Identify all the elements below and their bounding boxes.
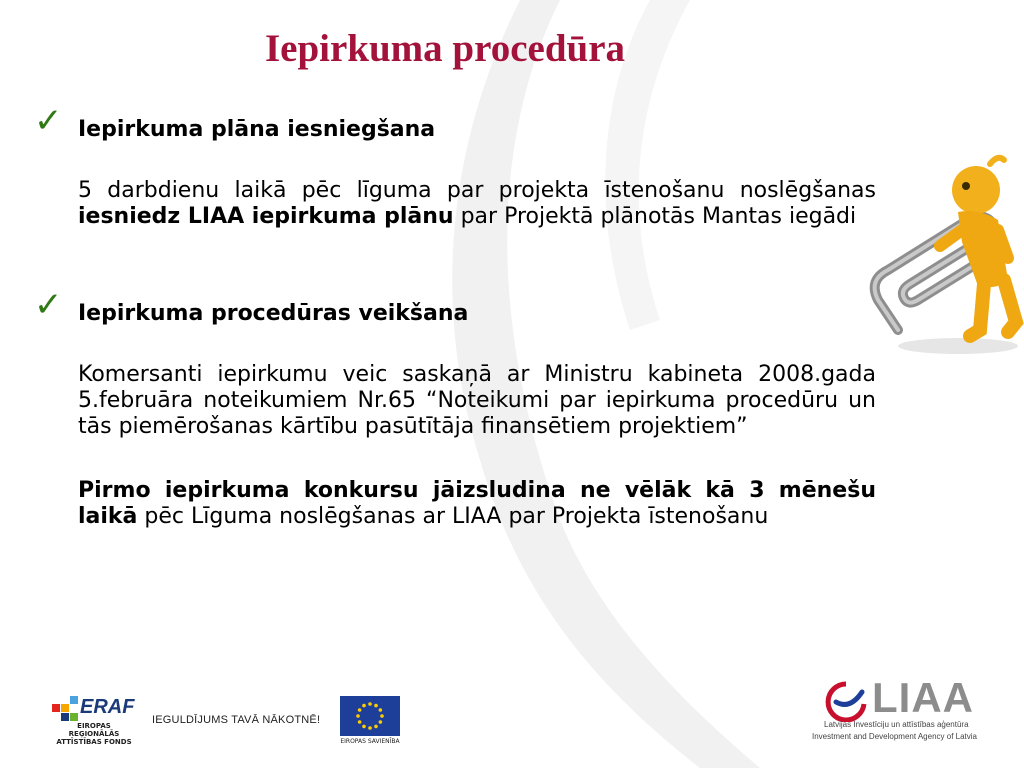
section-paragraph: Komersanti iepirkumu veic saskaņā ar Ministru kabineta 2008.gada 5.februāra noteikumiem Nr.65 “Noteikumi par iepirkuma procedūru un tās piemērošanas kārtību pasūtītāja finansētiem projektiem” <box>78 362 876 439</box>
eu-star <box>356 714 360 718</box>
footer <box>0 668 1024 768</box>
eu-flag-icon <box>340 696 400 736</box>
section-heading: Iepirkuma plāna iesniegšana <box>78 117 436 142</box>
section-plan-submission <box>34 101 876 230</box>
eraf-subtitle: EIROPAS REĢIONĀLĀS ATTĪSTĪBAS FONDS <box>56 722 132 746</box>
section-procedure <box>34 285 876 530</box>
page-title: Iepirkuma procedūra <box>264 27 626 70</box>
liaa-logo-icon <box>822 678 870 722</box>
eu-star <box>374 725 378 729</box>
eu-star <box>374 704 378 708</box>
eu-star <box>358 720 362 724</box>
eu-label: EIROPAS SAVIENĪBA <box>340 738 400 745</box>
slogan: IEGULDĪJUMS TAVĀ NĀKOTNĒ! <box>152 714 321 726</box>
eu-star <box>358 708 362 712</box>
section-paragraph-deadline: Pirmo iepirkuma konkursu jāizsludina ne vēlāk kā 3 mēnešu laikā pēc Līguma noslēgšanas ar LIAA par Projekta īstenošanu <box>78 478 876 529</box>
eu-star <box>380 714 384 718</box>
section-paragraph: 5 darbdienu laikā pēc līguma par projekta īstenošanu noslēgšanas iesniedz LIAA iepirkuma plānu par Projektā plānotās Mantas iegādi <box>78 178 876 229</box>
eu-star <box>362 704 366 708</box>
eu-star <box>368 702 372 706</box>
eu-star <box>362 725 366 729</box>
eu-star <box>379 708 383 712</box>
eraf-logo-icon <box>52 696 80 722</box>
check-icon: ✓ <box>34 285 63 325</box>
check-icon: ✓ <box>34 101 63 141</box>
eraf-wordmark: ERAF <box>80 696 135 718</box>
eu-star <box>379 720 383 724</box>
liaa-wordmark: LIAA <box>872 674 974 721</box>
liaa-name-en: Investment and Development Agency of Latvia <box>812 732 977 741</box>
section-heading: Iepirkuma procedūras veikšana <box>78 301 469 326</box>
paperclip-figure-icon <box>858 150 1024 360</box>
liaa-name-lv: Latvijas Investīciju un attīstības aģentūra <box>824 720 969 729</box>
eu-star <box>368 726 372 730</box>
